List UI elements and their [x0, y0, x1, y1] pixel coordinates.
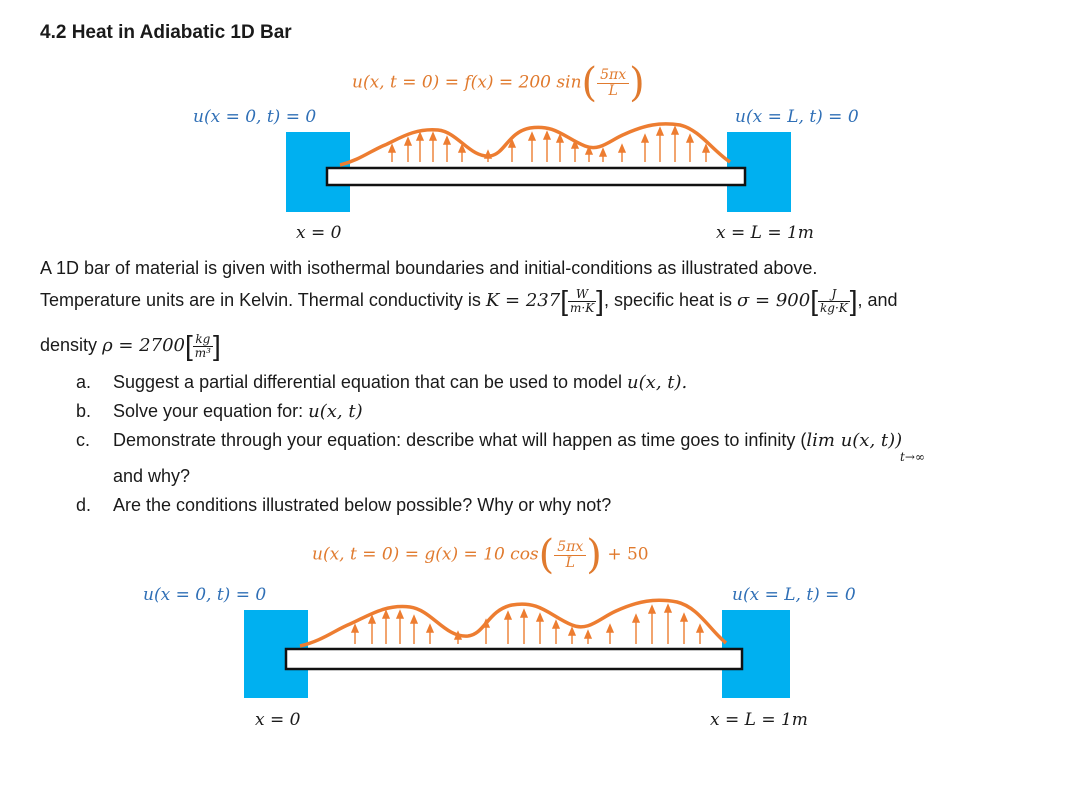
question-c-continuation: and why?	[113, 466, 191, 486]
paragraph-line-1: A 1D bar of material is given with isothermal boundaries and initial-conditions as illustrated above.	[40, 258, 818, 278]
section-title: 4.2 Heat in Adiabatic 1D Bar	[40, 22, 292, 43]
question-c-letter: c.	[76, 430, 91, 450]
right-boundary-condition-1: u(x = L, t) = 0	[735, 107, 859, 127]
right-position-label-2: x = L = 1m	[710, 710, 808, 730]
question-b-text: Solve your equation for: u(x, t)	[113, 401, 363, 422]
question-b-letter: b.	[76, 401, 92, 421]
right-boundary-condition-2: u(x = L, t) = 0	[732, 585, 856, 605]
arrows-2	[352, 605, 703, 644]
initial-condition-1: u(x, t = 0) = f(x) = 200 sin( $\frac{5\pi x}{L}$ )	[352, 60, 645, 106]
initial-condition-2: u(x, t = 0) = g(x) = 10 cos( $\frac{5\pi x}{L}$ ) + 50	[312, 532, 649, 578]
question-a-text: Suggest a partial differential equation that can be used to model u(x, t).	[113, 372, 688, 393]
question-a-letter: a.	[76, 372, 92, 392]
temperature-curve-2	[300, 600, 726, 646]
right-position-label-1: x = L = 1m	[716, 223, 814, 243]
question-d-letter: d.	[76, 495, 92, 515]
paragraph-line-2: Temperature units are in Kelvin. Thermal conductivity is K = 237[ $\frac{W}{m\cdot K}$ ], specific heat is σ = 900[ $\frac{J}{kg\cdot K}$ ], and	[40, 285, 898, 316]
left-position-label-1: x = 0	[296, 223, 342, 243]
paragraph-line-3: density ρ = 2700[ $\frac{kg}{\text{m³}}$ ]	[40, 330, 221, 361]
left-boundary-condition-1: u(x = 0, t) = 0	[193, 107, 317, 127]
left-boundary-condition-2: u(x = 0, t) = 0	[143, 585, 267, 605]
question-d-text: Are the conditions illustrated below possible? Why or why not?	[113, 495, 612, 515]
limit-subscript: t→∞	[900, 450, 925, 464]
question-c-text: Demonstrate through your equation: describe what will happen as time goes to infinity (lim u(x, t))	[113, 430, 903, 451]
bar-2	[286, 649, 742, 669]
left-position-label-2: x = 0	[255, 710, 301, 730]
